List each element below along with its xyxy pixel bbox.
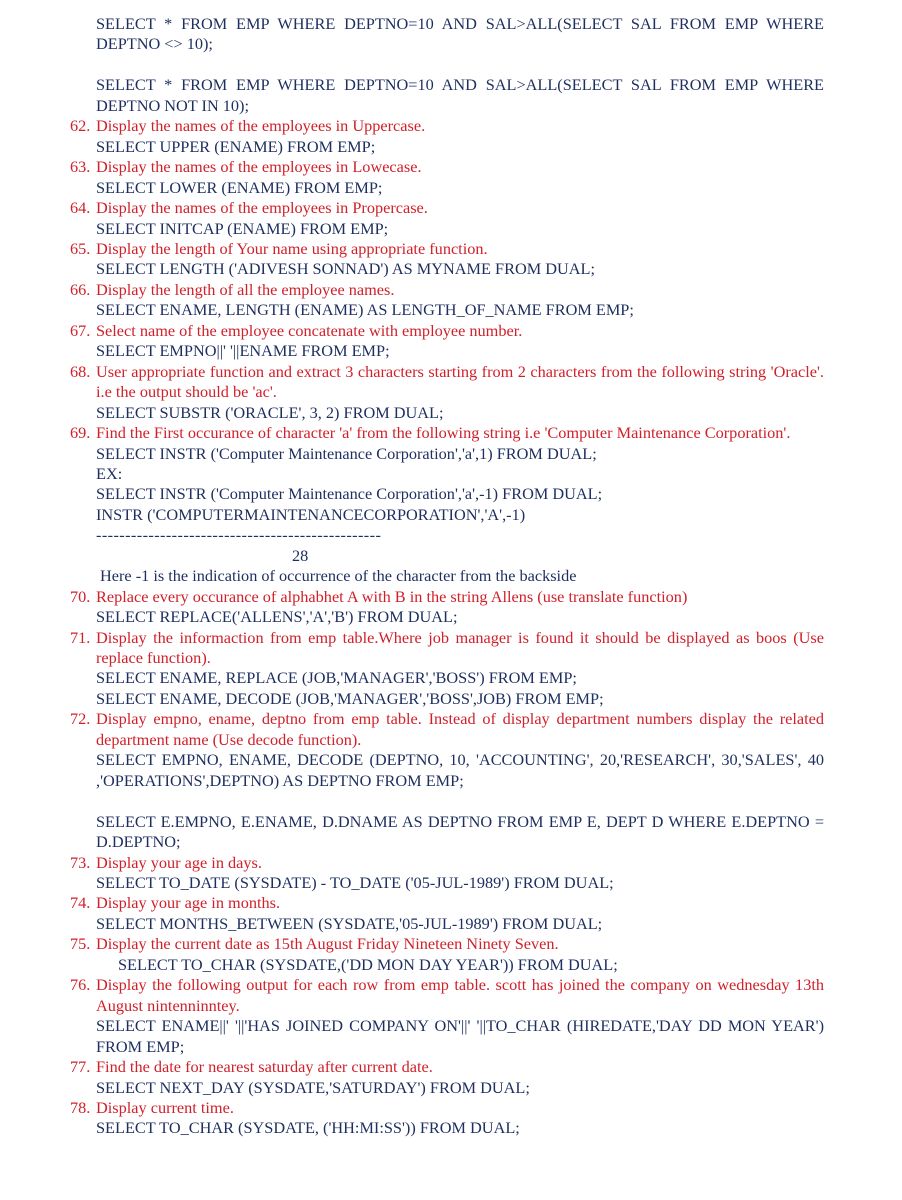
sql-statement: SELECT E.EMPNO, E.ENAME, D.DNAME AS DEPTNO FROM EMP E, DEPT D WHERE E.DEPTNO = D.DEPTNO; [96, 811, 829, 852]
sql-statement: SELECT LENGTH ('ADIVESH SONNAD') AS MYNAME FROM DUAL; [96, 259, 595, 279]
sql-statement: SELECT TO_CHAR (SYSDATE,('DD MON DAY YEAR')) FROM DUAL; [118, 954, 618, 974]
question-text: Display current time. [96, 1097, 234, 1117]
sql-statement: SELECT MONTHS_BETWEEN (SYSDATE,'05-JUL-1989') FROM DUAL; [96, 913, 603, 933]
sql-statement: INSTR ('COMPUTERMAINTENANCECORPORATION','A',-1) [96, 504, 526, 524]
document-page [0, 14, 902, 1139]
question-number: 64. [70, 198, 91, 218]
question-text: Display the current date as 15th August Friday Nineteen Ninety Seven. [96, 934, 559, 954]
question-text: Display the names of the employees in Lowecase. [96, 157, 422, 177]
question-text: Select name of the employee concatenate with employee number. [96, 320, 523, 340]
question-item [0, 709, 902, 750]
question-text: Find the First occurance of character 'a' from the following string i.e 'Computer Maintenance Corporation'. [96, 423, 791, 443]
question-number: 69. [70, 423, 91, 443]
question-number: 75. [70, 934, 91, 954]
question-item [0, 321, 902, 341]
question-item [0, 934, 902, 954]
question-item [0, 198, 902, 218]
question-text: Replace every occurance of alphabhet A with B in the string Allens (use translate function) [96, 586, 688, 606]
question-text: Display the names of the employees in Uppercase. [96, 116, 426, 136]
page-number: 28 [292, 545, 309, 565]
question-text: Display the names of the employees in Propercase. [96, 198, 428, 218]
question-number: 74. [70, 893, 91, 913]
question-number: 66. [70, 279, 91, 299]
question-text: Display the length of all the employee names. [96, 279, 395, 299]
sql-statement: SELECT INITCAP (ENAME) FROM EMP; [96, 218, 389, 238]
question-number: 67. [70, 320, 91, 340]
question-item [0, 1098, 902, 1118]
sql-statement: SELECT SUBSTR ('ORACLE', 3, 2) FROM DUAL; [96, 402, 444, 422]
question-list-part-1 [0, 116, 902, 525]
question-number: 76. [70, 975, 91, 995]
question-item [0, 239, 902, 259]
question-text: Display your age in days. [96, 852, 262, 872]
sql-statement: SELECT * FROM EMP WHERE DEPTNO=10 AND SAL>ALL(SELECT SAL FROM EMP WHERE DEPTNO NOT IN 10); [96, 75, 829, 115]
question-item [0, 280, 902, 300]
sql-statement: SELECT ENAME||' '||'HAS JOINED COMPANY ON'||' '||TO_CHAR (HIREDATE,'DAY DD MON YEAR') FROM EMP; [96, 1016, 829, 1056]
sql-statement: SELECT ENAME, LENGTH (ENAME) AS LENGTH_OF_NAME FROM EMP; [96, 300, 634, 320]
question-item [0, 1057, 902, 1077]
question-number: 78. [70, 1097, 91, 1117]
page-divider: ------------------------------------------------- [96, 525, 382, 545]
question-number: 72. [70, 709, 91, 729]
question-number: 73. [70, 852, 91, 872]
sql-statement: SELECT INSTR ('Computer Maintenance Corporation','a',-1) FROM DUAL; [96, 484, 603, 504]
question-text: Display the length of Your name using appropriate function. [96, 238, 488, 258]
question-item [0, 587, 902, 607]
question-number: 63. [70, 157, 91, 177]
sql-statement: SELECT LOWER (ENAME) FROM EMP; [96, 177, 383, 197]
sql-statement: SELECT * FROM EMP WHERE DEPTNO=10 AND SAL>ALL(SELECT SAL FROM EMP WHERE DEPTNO <> 10); [96, 14, 829, 54]
question-text: Display the following output for each row from emp table. scott has joined the company on wednesday 13th August nintenninntey. [96, 975, 824, 1015]
sql-statement: SELECT ENAME, DECODE (JOB,'MANAGER','BOSS',JOB) FROM EMP; [96, 688, 604, 708]
sql-statement: SELECT EMPNO||' '||ENAME FROM EMP; [96, 341, 390, 361]
question-number: 62. [70, 116, 91, 136]
sql-statement: SELECT REPLACE('ALLENS','A','B') FROM DUAL; [96, 607, 458, 627]
question-number: 68. [70, 361, 91, 381]
sql-statement: SELECT UPPER (ENAME) FROM EMP; [96, 136, 376, 156]
spacer [0, 55, 902, 75]
sql-statement: EX: [96, 463, 123, 483]
question-text: Display your age in months. [96, 893, 281, 913]
question-item [0, 975, 902, 1016]
sql-statement: SELECT TO_DATE (SYSDATE) - TO_DATE ('05-JUL-1989') FROM DUAL; [96, 873, 614, 892]
question-number: 70. [70, 586, 91, 606]
question-text: User appropriate function and extract 3 characters starting from 2 characters from the following string 'Oracle'. i.e the output should be 'ac'. [96, 361, 824, 402]
question-item [0, 423, 902, 443]
question-text: Display the informaction from emp table.Where job manager is found it should be displayed as boos (Use replace function). [96, 627, 824, 668]
question-item [0, 628, 902, 669]
sql-statement: SELECT TO_CHAR (SYSDATE, ('HH:MI:SS')) FROM DUAL; [96, 1118, 520, 1138]
explanatory-note: Here -1 is the indication of occurrence of the character from the backside [100, 566, 577, 586]
question-text: Find the date for nearest saturday after current date. [96, 1057, 433, 1077]
question-item [0, 116, 902, 136]
sql-statement: SELECT INSTR ('Computer Maintenance Corporation','a',1) FROM DUAL; [96, 443, 597, 463]
question-item [0, 157, 902, 177]
question-text: Display empno, ename, deptno from emp table. Instead of display department numbers display the related department name (Use decode function). [96, 709, 824, 749]
sql-statement: SELECT ENAME, REPLACE (JOB,'MANAGER','BOSS') FROM EMP; [96, 668, 577, 688]
question-item [0, 893, 902, 913]
question-list-part-2 [0, 587, 902, 1139]
question-item [0, 362, 902, 403]
question-item [0, 853, 902, 873]
spacer [0, 791, 902, 811]
question-number: 71. [70, 627, 91, 647]
sql-statement: SELECT NEXT_DAY (SYSDATE,'SATURDAY') FROM DUAL; [96, 1077, 530, 1097]
question-number: 65. [70, 238, 91, 258]
sql-statement: SELECT EMPNO, ENAME, DECODE (DEPTNO, 10, 'ACCOUNTING', 20,'RESEARCH', 30,'SALES', 40 ,'OPERATIONS',DEPTNO) AS DEPTNO FROM EMP; [96, 750, 829, 790]
question-number: 77. [70, 1057, 91, 1077]
